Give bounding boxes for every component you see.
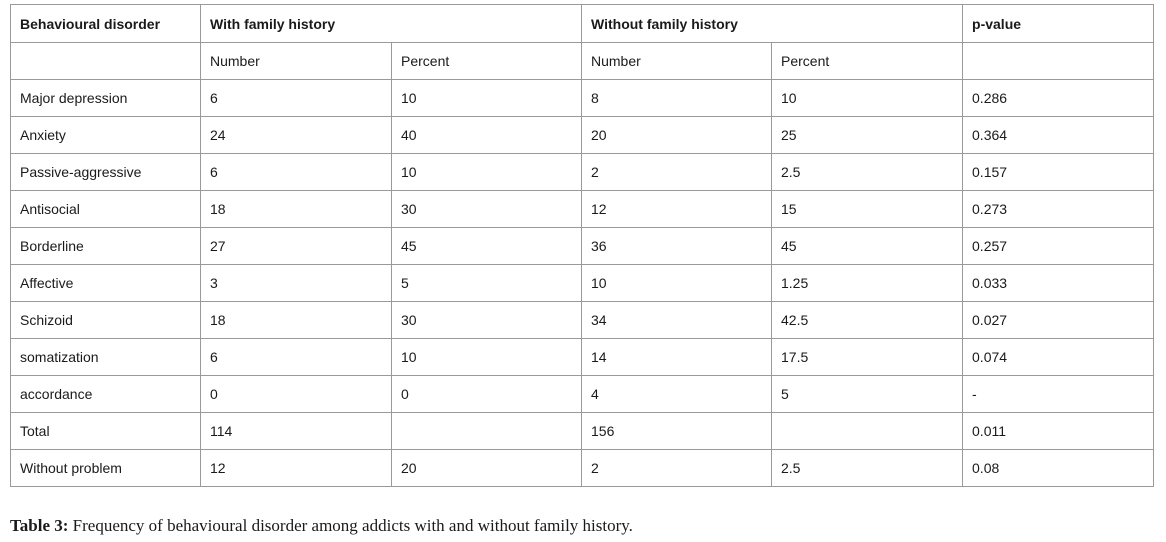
table-row — [11, 376, 1154, 413]
table-cell: 40 — [392, 117, 582, 154]
table-cell: 2 — [582, 154, 772, 191]
data-table — [10, 4, 1154, 487]
table-cell: 27 — [201, 228, 392, 265]
table-cell: 14 — [582, 339, 772, 376]
subheader-cell: Number — [582, 43, 772, 80]
subheader-cell — [963, 43, 1154, 80]
table-cell: 0.257 — [963, 228, 1154, 265]
header-row — [11, 5, 1154, 43]
caption-text: Frequency of behavioural disorder among addicts with and without family history. — [68, 516, 633, 535]
table-cell: 30 — [392, 302, 582, 339]
table-cell: 0.08 — [963, 450, 1154, 487]
table-cell: 12 — [582, 191, 772, 228]
table-cell: 5 — [392, 265, 582, 302]
table-cell: 10 — [392, 154, 582, 191]
table-cell: 25 — [772, 117, 963, 154]
table-cell: 45 — [392, 228, 582, 265]
table-cell: 36 — [582, 228, 772, 265]
table-cell: 24 — [201, 117, 392, 154]
row-label-cell: Total — [11, 413, 201, 450]
header-without-family-history: Without family history — [582, 5, 963, 43]
table-cell: 4 — [582, 376, 772, 413]
row-label-cell: Schizoid — [11, 302, 201, 339]
row-label-cell: Antisocial — [11, 191, 201, 228]
table-row — [11, 302, 1154, 339]
table-cell: 8 — [582, 80, 772, 117]
table-row — [11, 450, 1154, 487]
row-label-cell: Without problem — [11, 450, 201, 487]
table-cell — [392, 413, 582, 450]
table-cell: 0.273 — [963, 191, 1154, 228]
table-cell: 156 — [582, 413, 772, 450]
row-label-cell: Borderline — [11, 228, 201, 265]
subheader-row — [11, 43, 1154, 80]
table-cell: 5 — [772, 376, 963, 413]
table-cell: 45 — [772, 228, 963, 265]
table-cell: 0.364 — [963, 117, 1154, 154]
table-cell: 18 — [201, 302, 392, 339]
table-cell: 0.011 — [963, 413, 1154, 450]
table-cell: 20 — [392, 450, 582, 487]
table-row — [11, 154, 1154, 191]
table-row — [11, 228, 1154, 265]
caption-label: Table 3: — [10, 516, 69, 535]
table-cell: 0.074 — [963, 339, 1154, 376]
table-cell: 20 — [582, 117, 772, 154]
table-cell: 10 — [392, 80, 582, 117]
table-cell: 30 — [392, 191, 582, 228]
table-row — [11, 80, 1154, 117]
table-cell: 6 — [201, 154, 392, 191]
table-cell: 10 — [582, 265, 772, 302]
table-cell: - — [963, 376, 1154, 413]
table-caption — [10, 516, 633, 536]
row-label-cell: Affective — [11, 265, 201, 302]
table-cell: 42.5 — [772, 302, 963, 339]
table-cell: 18 — [201, 191, 392, 228]
row-label-cell: Passive-aggressive — [11, 154, 201, 191]
subheader-cell: Percent — [392, 43, 582, 80]
row-label-cell: somatization — [11, 339, 201, 376]
table-cell: 0.033 — [963, 265, 1154, 302]
table-cell: 15 — [772, 191, 963, 228]
table-cell: 0.157 — [963, 154, 1154, 191]
table-cell: 12 — [201, 450, 392, 487]
table-cell — [772, 413, 963, 450]
header-p-value: p-value — [963, 5, 1154, 43]
table-row — [11, 191, 1154, 228]
row-label-cell: accordance — [11, 376, 201, 413]
table-row — [11, 265, 1154, 302]
table-cell: 0.286 — [963, 80, 1154, 117]
table-cell: 1.25 — [772, 265, 963, 302]
table-cell: 17.5 — [772, 339, 963, 376]
table-cell: 114 — [201, 413, 392, 450]
table-cell: 6 — [201, 339, 392, 376]
row-label-cell: Anxiety — [11, 117, 201, 154]
header-with-family-history: With family history — [201, 5, 582, 43]
table-row — [11, 117, 1154, 154]
table-cell: 6 — [201, 80, 392, 117]
table-cell: 34 — [582, 302, 772, 339]
table-cell: 2 — [582, 450, 772, 487]
subheader-cell: Number — [201, 43, 392, 80]
table-cell: 10 — [772, 80, 963, 117]
table-cell: 0 — [201, 376, 392, 413]
subheader-cell — [11, 43, 201, 80]
table-body — [11, 80, 1154, 487]
header-behavioural-disorder: Behavioural disorder — [11, 5, 201, 43]
table-row — [11, 339, 1154, 376]
table-cell: 0.027 — [963, 302, 1154, 339]
row-label-cell: Major depression — [11, 80, 201, 117]
subheader-cell: Percent — [772, 43, 963, 80]
table-cell: 3 — [201, 265, 392, 302]
table-cell: 2.5 — [772, 450, 963, 487]
table-cell: 0 — [392, 376, 582, 413]
table-cell: 2.5 — [772, 154, 963, 191]
table-cell: 10 — [392, 339, 582, 376]
table-row — [11, 413, 1154, 450]
